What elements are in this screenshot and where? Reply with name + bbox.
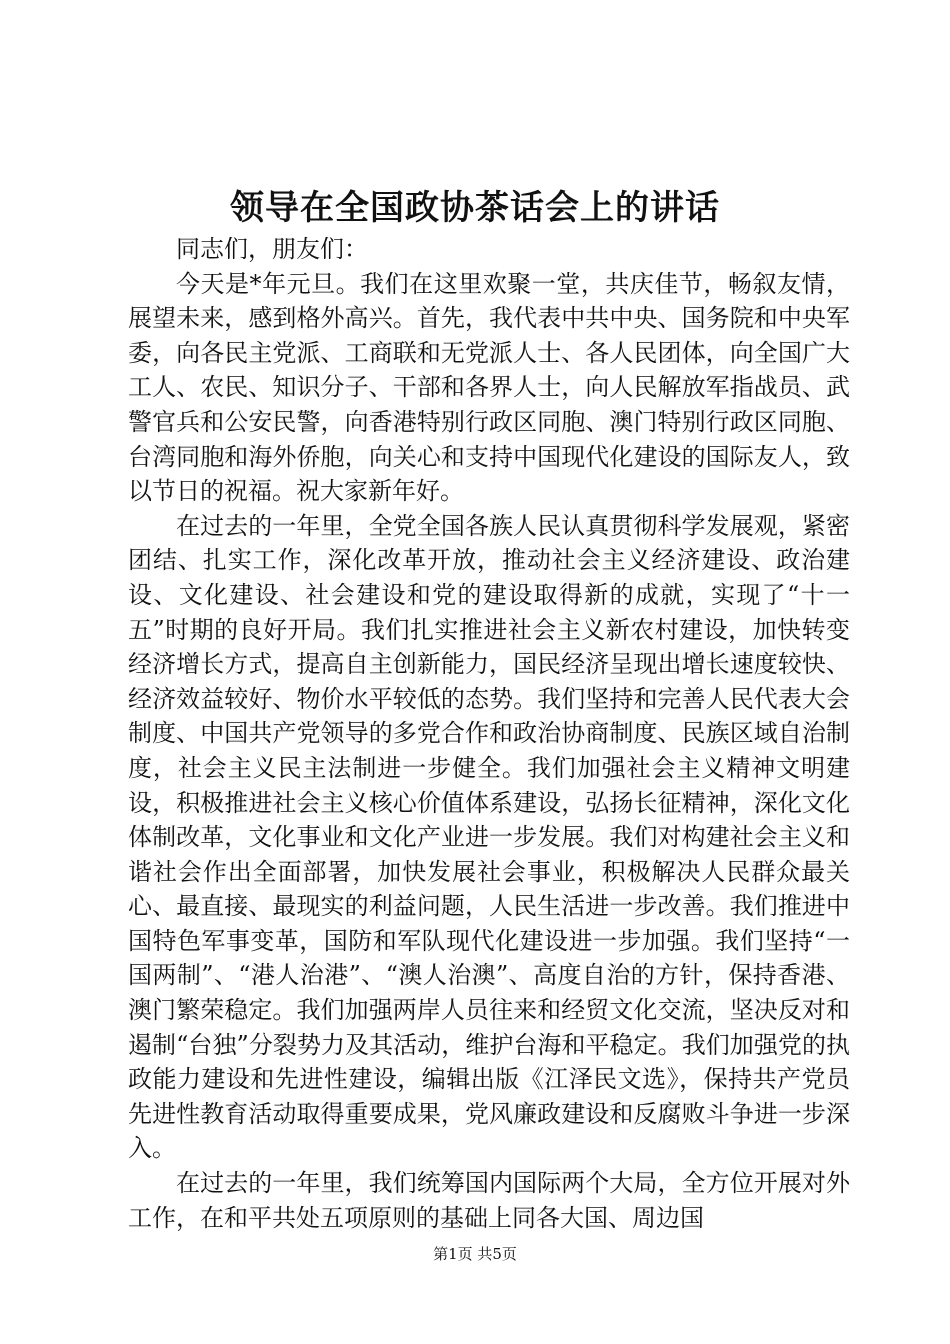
body-paragraph: 在过去的一年里，全党全国各族人民认真贯彻科学发展观，紧密团结、扎实工作，深化改革开放，推动社会主义经济建设、政治建设、文化建设、社会建设和党的建设取得新的成就，实现了“十一五”时期的良好开局。我们扎实推进社会主义新农村建设，加快转变经济增长方式，提高自主创新能力，国民经济呈现出增长速度较快、经济效益较好、物价水平较低的态势。我们坚持和完善人民代表大会制度、中国共产党领导的多党合作和政治协商制度、民族区域自治制度，社会主义民主法制进一步健全。我们加强社会主义精神文明建设，积极推进社会主义核心价值体系建设，弘扬长征精神，深化文化体制改革，文化事业和文化产业进一步发展。我们对构建社会主义和谐社会作出全面部署，加快发展社会事业，积极解决人民群众最关心、最直接、最现实的利益问题，人民生活进一步改善。我们推进中国特色军事变革，国防和军队现代化建设进一步加强。我们坚持“一国两制”、“港人治港”、“澳人治澳”、高度自治的方针，保持香港、澳门繁荣稳定。我们加强两岸人员往来和经贸文化交流，坚决反对和遏制“台独”分裂势力及其活动，维护台海和平稳定。我们加强党的执政能力建设和先进性建设，编辑出版《江泽民文选》，保持共产党员先进性教育活动取得重要成果，党风廉政建设和反腐败斗争进一步深入。 (128, 511, 850, 1163)
page-footer: 第1页 共5页 (433, 1245, 517, 1263)
salutation-paragraph: 同志们，朋友们： (176, 235, 368, 263)
body-paragraph: 今天是*年元旦。我们在这里欢聚一堂，共庆佳节，畅叙友情，展望未来，感到格外高兴。首先，我代表中共中央、国务院和中央军委，向各民主党派、工商联和无党派人士、各人民团体，向全国广大工人、农民、知识分子、干部和各界人士，向人民解放军指战员、武警官兵和公安民警，向香港特别行政区同胞、澳门特别行政区同胞、台湾同胞和海外侨胞，向关心和支持中国现代化建设的国际友人，致以节日的祝福。祝大家新年好。 (128, 269, 850, 506)
body-paragraph: 在过去的一年里，我们统筹国内国际两个大局，全方位开展对外工作，在和平共处五项原则的基础上同各大国、周边国 (128, 1169, 850, 1232)
document-body (128, 232, 850, 1235)
document-title: 领导在全国政协茶话会上的讲话 (230, 188, 720, 228)
